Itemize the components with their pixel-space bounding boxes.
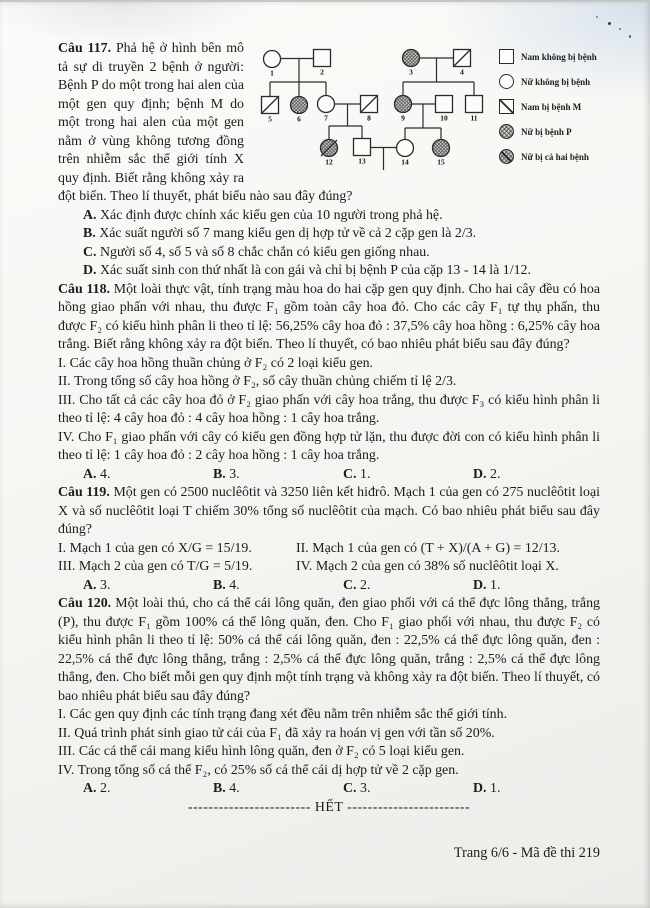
pedigree-chart (252, 42, 494, 174)
option-b: B. 3. (213, 466, 240, 482)
legend-row (499, 144, 646, 169)
svg-text:1: 1 (270, 68, 274, 78)
statement-i: I. Mạch 1 của gen có X/G = 15/19. (58, 540, 252, 556)
statement-iv: IV. Cho F₁ giao phấn với cây có kiểu gen đồng hợp tử lặn, thu được đời con có kiểu hình phân li theo tỉ lệ: 1 cây hoa đỏ : 2 cây hoa hồng : 1 cây hoa trắng. (58, 429, 600, 463)
question-119-statements (58, 540, 600, 577)
question-118-text: Một loài thực vật, tính trạng màu hoa do hai cặp gen quy định. Cho hai cây đều có hoa hồng giao phấn với nhau, thu được F₁ gồm toàn cây hoa đỏ. Cho các cây F₁ tự thụ phấn, thu được F₂ có kiểu hình phân li theo tỉ lệ: 56,25% cây hoa đỏ : 37,5% cây hoa hồng : 6,25% cây hoa trắng. Biết rằng không xảy ra đột biến. Theo lí thuyết, có bao nhiêu phát biểu sau đây đúng? (58, 281, 600, 352)
option-a: A. 2. (83, 781, 111, 796)
scan-speck (608, 22, 611, 25)
option-a: A. Xác định được chính xác kiểu gen của 10 người trong phả hệ. (83, 207, 443, 223)
person-10-square (436, 96, 453, 113)
svg-text:14: 14 (401, 157, 409, 167)
svg-text:4: 4 (460, 67, 464, 77)
option-a: A. 3. (83, 577, 111, 593)
person-2-square (314, 50, 331, 67)
statement-iii: III. Cho tất cả các cây hoa đỏ ở F₂ giao phấn với cây hoa trắng, thu được F₃ có kiểu hình phân li theo tỉ lệ: 4 cây hoa đỏ : 4 cây hoa hồng : 1 cây hoa trắng. (58, 392, 600, 426)
question-117-text: Phả hệ ở hình bên mô tả sự di truyền 2 bệnh ở người: Bệnh P do một trong hai alen của một gen quy định; bệnh M do một trong hai alen của một gen nằm ở vùng không tương đồng trên nhiễm sắc thể giới tính X quy định. Biết rằng không xảy ra đột biến. Theo lí thuyết, phát biểu nào sau đây đúng? (58, 41, 353, 204)
person-15-circle-hatched (433, 140, 450, 157)
person-5-square-slashed (262, 97, 279, 114)
option-c: C. Người số 4, số 5 và số 8 chắc chắn có kiểu gen giống nhau. (83, 244, 430, 260)
legend-label: Nam bị bệnh M (521, 101, 582, 112)
option-c: C. 1. (343, 466, 371, 482)
person-6-circle-hatched (291, 97, 308, 114)
option-c: C. 2. (343, 577, 371, 593)
statement-i: I. Các cây hoa hồng thuần chủng ở F₂ có 2 loại kiểu gen. (58, 355, 374, 371)
question-119 (58, 484, 600, 595)
question-119-number: Câu 119. (58, 485, 110, 500)
circle-hatch-icon (499, 124, 514, 139)
page-footer: Trang 6/6 - Mã đề thi 219 (453, 845, 600, 861)
question-118-body (58, 281, 600, 355)
legend-row (499, 119, 646, 144)
svg-text:3: 3 (409, 67, 413, 77)
person-14-circle (397, 140, 414, 157)
question-118-options (83, 466, 600, 485)
svg-text:10: 10 (440, 113, 448, 123)
exam-content (0, 2, 650, 817)
option-b: B. 4. (213, 577, 240, 593)
legend-label: Nữ bị cả hai bệnh (521, 151, 589, 162)
option-c: C. 3. (343, 781, 371, 796)
legend-row (499, 44, 646, 69)
option-b: B. Xác suất người số 7 mang kiểu gen dị hợp tử về cả 2 cặp gen là 2/3. (83, 226, 477, 241)
question-120-text: Một loài thú, cho cá thể cái lông quăn, đen giao phối với cá thể đực lông thẳng, trắng (P), thu được F₁ gồm 100% cá thể lông quăn, đen. Cho F₁ giao phối với nhau, thu được F₂ có kiểu hình phân li theo tỉ lệ: 50% cá thể cái lông quăn, đen : 22,5% cá thể đực lông quăn, đen : 22,5% cá thể đực lông thẳng, trắng : 2,5% cá thể đực lông quăn, trắng : 2,5% cá thể đực lông thẳng, đen. Cho biết mỗi gen quy định một tính trạng và không xảy ra đột biến. Theo lí thuyết, có bao nhiêu phát biểu sau đây đúng? (58, 596, 600, 704)
svg-text:13: 13 (358, 156, 366, 166)
question-119-text: Một gen có 2500 nuclêôtit và 3250 liên kết hiđrô. Mạch 1 của gen có 275 nuclêôtit loại X và số nuclêôtit loại T chiếm 30% tổng số nuclêôtit của mạch. Có bao nhiêu phát biểu sau đây đúng? (58, 485, 600, 537)
svg-text:6: 6 (297, 114, 301, 124)
pedigree-legend (499, 42, 646, 182)
circle-hatch-slash-icon (499, 149, 514, 164)
pedigree-figure (252, 42, 646, 182)
person-7-circle (318, 96, 335, 113)
square-normal-icon (499, 49, 514, 64)
legend-row (499, 94, 646, 119)
statement-iii: III. Mạch 2 của gen có T/G = 5/19. (58, 559, 253, 574)
circle-normal-icon (499, 74, 514, 89)
statement-i: I. Các gen quy định các tính trạng đang xét đều nằm trên nhiễm sắc thể giới tính. (58, 707, 508, 722)
person-8-square-slashed (361, 96, 378, 113)
person-11-square (466, 96, 483, 113)
option-a: A. 4. (83, 466, 111, 482)
scan-speck (619, 28, 621, 30)
legend-label: Nam không bị bệnh (521, 51, 597, 62)
scan-speck (629, 35, 631, 38)
person-4-square-slashed (454, 50, 471, 67)
statement-iii: III. Các cá thể cái mang kiểu hình lông quăn, đen ở F₂ có 5 loại kiểu gen. (58, 744, 465, 759)
person-1-circle (264, 51, 281, 68)
statement-iv: IV. Trong tổng số cá thể F₂, có 25% số cá thể cái dị hợp tử về 2 cặp gen. (58, 762, 459, 778)
question-117-number: Câu 117. (58, 41, 112, 56)
legend-label: Nữ không bị bệnh (521, 76, 591, 87)
question-117 (58, 40, 600, 281)
option-b: B. 4. (213, 781, 240, 796)
statement-ii: II. Quá trình phát sinh giao tử cái của F₁ đã xảy ra hoán vị gen với tần số 20%. (58, 725, 495, 741)
person-12-circle-hatched-slashed (321, 140, 338, 157)
svg-text:9: 9 (401, 113, 405, 123)
end-marker: ------------------------ HẾT ------------------------ (187, 799, 471, 815)
svg-text:8: 8 (367, 113, 371, 123)
svg-text:7: 7 (324, 113, 328, 123)
statement-iv: IV. Mạch 2 của gen có 38% số nuclêôtit loại X. (296, 559, 559, 574)
square-slash-icon (499, 99, 514, 114)
legend-row (499, 69, 646, 94)
scan-speck (596, 16, 598, 18)
question-120-body (58, 595, 600, 706)
svg-text:2: 2 (320, 67, 324, 77)
legend-label: Nữ bị bệnh P (521, 126, 572, 137)
option-d: D. 1. (473, 781, 501, 796)
question-120-number: Câu 120. (58, 596, 112, 611)
svg-text:12: 12 (325, 157, 333, 167)
question-118 (58, 281, 600, 485)
statement-ii: II. Mạch 1 của gen có (T + X)/(A + G) = 12/13. (296, 540, 560, 556)
svg-text:5: 5 (268, 114, 272, 124)
option-d: D. Xác suất sinh con thứ nhất là con gái và chỉ bị bệnh P của cặp 13 - 14 là 1/12. (83, 263, 531, 278)
svg-text:15: 15 (437, 157, 445, 167)
statement-ii: II. Trong tổng số cây hoa hồng ở F₂, số cây thuần chủng chiếm tỉ lệ 2/3. (58, 374, 457, 389)
option-d: D. 2. (473, 466, 501, 482)
question-118-number: Câu 118. (58, 281, 110, 297)
svg-text:11: 11 (470, 113, 478, 123)
option-d: D. 1. (473, 577, 501, 593)
question-119-body (58, 484, 600, 540)
question-120 (58, 595, 600, 799)
person-9-circle-hatched (395, 96, 412, 113)
question-119-options (83, 577, 600, 596)
person-13-square (354, 139, 371, 156)
question-120-options (83, 780, 600, 799)
pedigree-symbols (262, 50, 483, 157)
person-3-circle-hatched (403, 50, 420, 67)
